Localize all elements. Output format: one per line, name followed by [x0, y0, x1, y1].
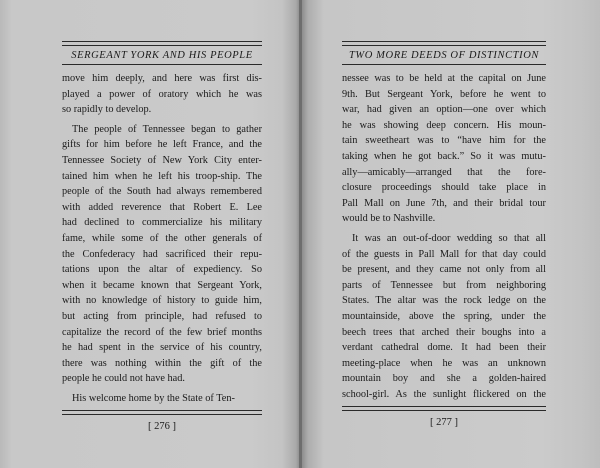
text-line: with no knowledge of history to guide him,: [62, 295, 262, 307]
text-line: of the guests in Pall Mall for that day could: [342, 248, 546, 260]
text-line: mountain boy and she a golden-haired: [342, 373, 546, 385]
text-line: closure proceedings should take place in: [342, 182, 546, 194]
right-page: [302, 0, 600, 468]
text-line: mountainside, above the spring, under the: [342, 310, 546, 322]
text-line: people of the South had always remembered: [62, 186, 262, 198]
text-line: move him deeply, and here was first dis-: [62, 73, 262, 84]
text-line: ally—amicably—arranged that the fore-: [342, 166, 546, 178]
text-line: school-girl. As the sunlight flickered on the: [342, 388, 546, 400]
text-line: had declined to commercialize his military: [62, 217, 262, 229]
text-line: be present, and they came not only from all: [342, 264, 546, 276]
text-line: capitalize the record of the few brief months: [62, 326, 262, 338]
text-line: people he could not have had.: [62, 373, 185, 385]
header-rule: [62, 64, 262, 65]
text-line: It was an out-of-door wedding so that all: [352, 232, 546, 244]
paragraph: [62, 391, 262, 407]
text-line: tations upon the altar of expediency. So: [62, 264, 262, 276]
footer-double-rule: [62, 410, 262, 415]
text-line: played a power of oratory which he was: [62, 88, 262, 100]
text-line: he had spent in the service of his country,: [62, 342, 262, 354]
text-line: verdant cathedral dome. It had been their: [342, 342, 546, 354]
text-line: beech trees that arched their boughs into a: [342, 326, 546, 338]
body-text: [342, 71, 546, 402]
paragraph: [342, 71, 546, 227]
text-line: His welcome home by the State of Ten-: [72, 392, 235, 404]
text-line: when it became known that Sergeant York,: [62, 279, 262, 291]
text-line: parts of Tennessee but from neighboring: [342, 279, 546, 291]
header-double-rule: [342, 41, 546, 46]
running-head: SERGEANT YORK AND HIS PEOPLE: [71, 50, 253, 61]
text-line: but acting from principle, had refused to: [62, 310, 262, 322]
text-line: tain sweetheart was to “have him for the: [342, 135, 546, 147]
text-line: States. The altar was the rock ledge on the: [342, 295, 546, 307]
paragraph: [62, 71, 262, 118]
body-text: [62, 71, 262, 406]
text-line: 9th. But Sergeant York, before he went to: [342, 88, 546, 100]
running-head: TWO MORE DEEDS OF DISTINCTION: [348, 50, 540, 61]
text-line: meeting-place when he was an unknown: [342, 357, 546, 369]
text-line: he was showing deep concern. His moun-: [342, 119, 546, 131]
right-text-block: [342, 41, 546, 429]
text-line: The people of Tennessee began to gather: [72, 123, 262, 135]
left-text-block: [62, 41, 262, 433]
paragraph: [62, 122, 262, 387]
text-line: so rapidly to develop.: [62, 104, 152, 116]
header-rule: [342, 64, 546, 65]
text-line: would be to Nashville.: [342, 213, 436, 225]
header-double-rule: [62, 41, 262, 46]
footer-double-rule: [342, 406, 546, 411]
text-line: tained him when he left his troop-ship. The: [62, 170, 262, 182]
text-line: taking when he got back.” So it was mutu-: [342, 150, 546, 162]
page-number: [ 276 ]: [148, 421, 176, 433]
text-line: Tennessee Society of New York City enter-: [62, 154, 262, 166]
text-line: Pall Mall on June 7th, and their bridal tour: [342, 197, 546, 209]
text-line: the Confederacy had sacrificed their repu-: [62, 248, 262, 260]
paragraph: [342, 231, 546, 403]
text-line: fame, while some of the other generals of: [62, 232, 262, 244]
text-line: gifts for him before he left France, and the: [62, 139, 262, 151]
text-line: war, had given an option—one over which: [342, 104, 546, 116]
text-line: there was nothing within the gift of the: [62, 357, 262, 369]
page-number: [ 277 ]: [430, 417, 458, 429]
text-line: with added reverence that Robert E. Lee: [62, 201, 262, 213]
text-line: nessee was to be held at the capital on June: [342, 73, 546, 84]
